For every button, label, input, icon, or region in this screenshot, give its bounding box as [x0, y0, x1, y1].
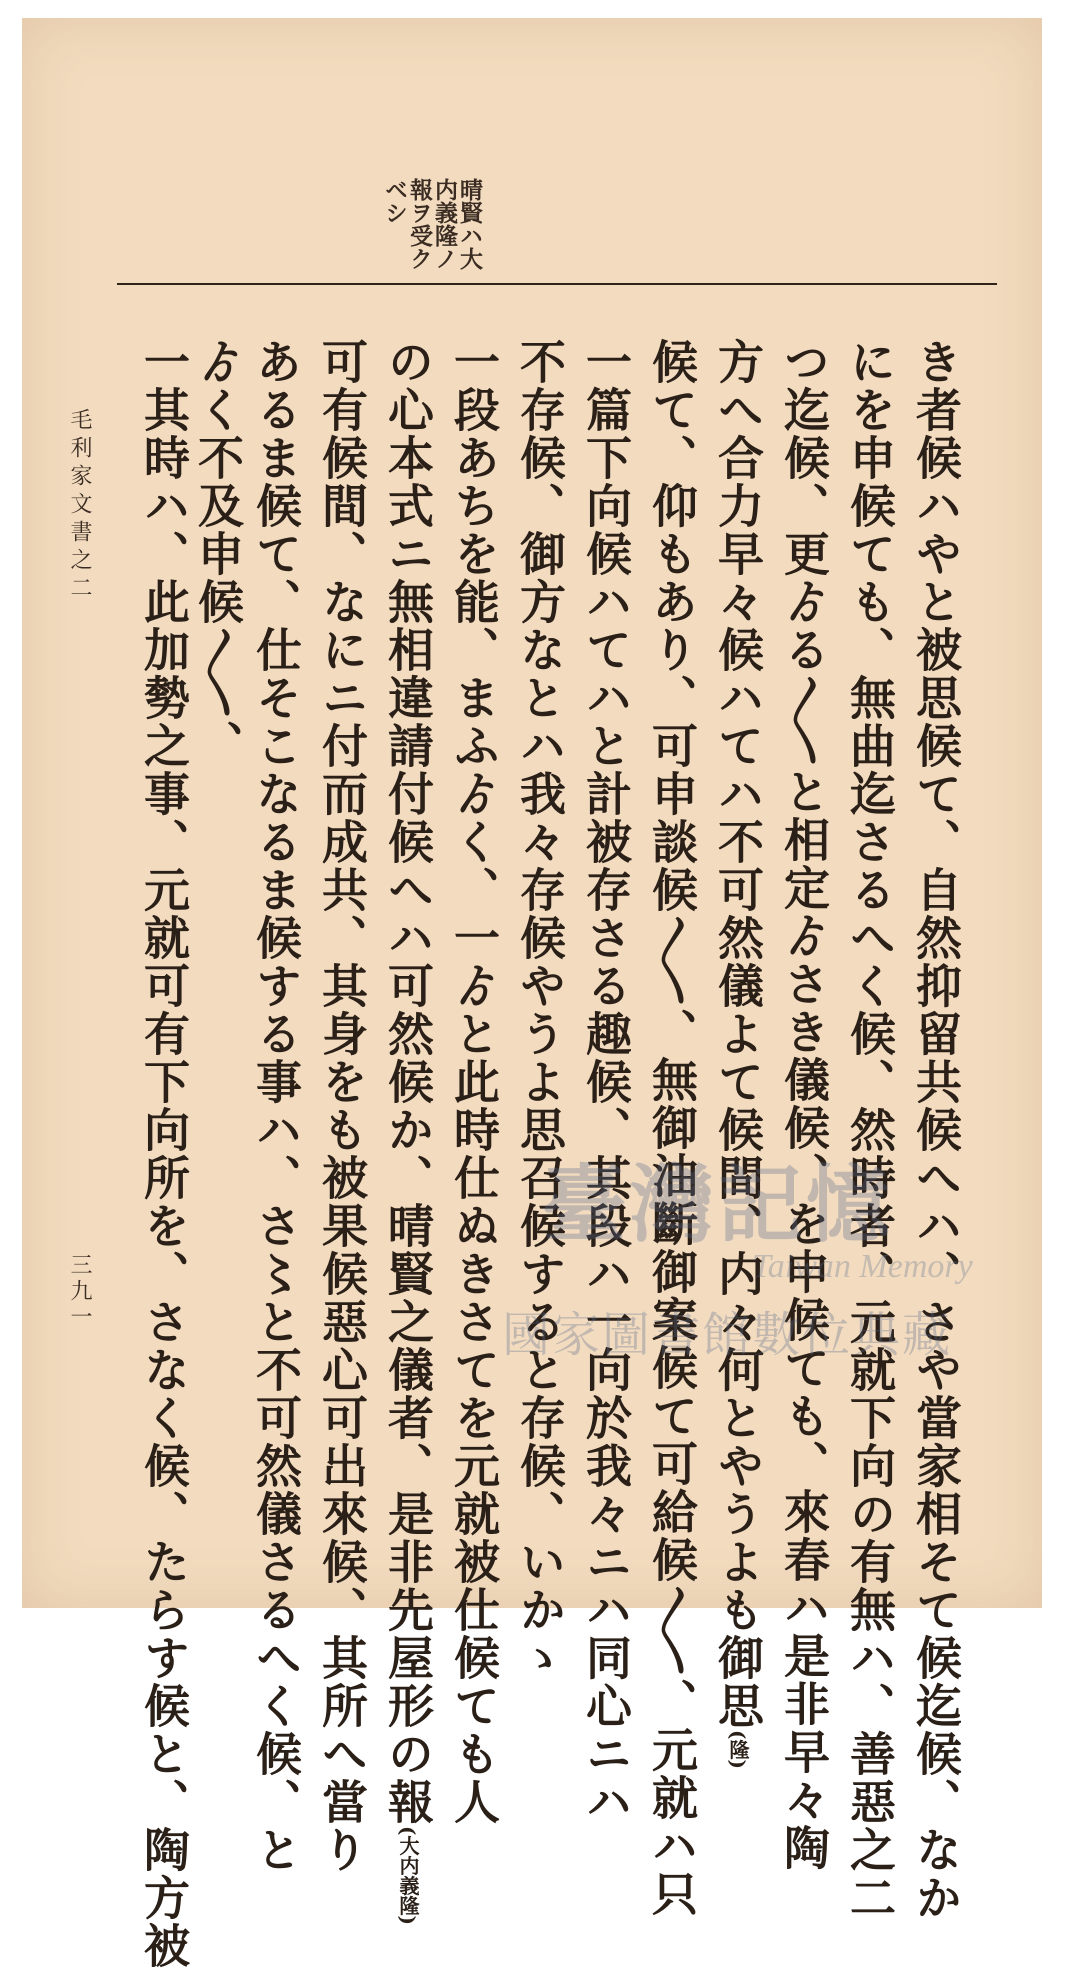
text-column-continuation: ゟく不及申候〳〵、 — [191, 338, 245, 768]
page-number: 三九一 — [67, 1253, 92, 1331]
text-column-main: 方へ合力早々候ハてハ不可然儀よて候間、内々何とやうよも御思 — [711, 338, 765, 1730]
text-column: き者候ハやと被思候て、自然抑留共候へハ、さや當家相そて候迄候、なか — [909, 338, 963, 1922]
text-column — [382, 338, 434, 1925]
margin-annotation — [382, 178, 482, 270]
watermark-subtitle: 國家圖書館數位典藏 — [502, 1307, 953, 1363]
text-column: 一篇下向候ハてハと計被存さる趣候、其段ハ一向於我々ニハ同心ニハ — [579, 338, 633, 1826]
text-column: 可有候間、なにニ付而成共、其身をも被果候惡心可出來候、其所へ當り — [315, 338, 369, 1874]
watermark-english: Taiwan Memory — [752, 1248, 973, 1285]
margin-annotation-line: 内義隆ノ — [431, 178, 458, 270]
inline-annotation: (大内義隆) — [396, 1826, 420, 1925]
text-column-main: 一段あちを能、まふゟく、一ゟと此時仕ぬきさてを元就被仕候ても人 — [447, 338, 501, 1826]
text-column: 不存候、御方なとハ我々存候やうよ思召候すると存候、いかゝ — [513, 338, 567, 1682]
text-column — [712, 338, 764, 1769]
text-column: つ迄候、更ゟる〳〵と相定ゟさき儀候、を申候ても、來春ハ是非早々陶 — [777, 338, 831, 1872]
document-page — [22, 18, 1042, 1970]
margin-annotation-line: 報ヲ受ク — [406, 178, 433, 270]
text-column-main: あるま候て、仕そこなるま候する事ハ、さ〻と不可然儀さるへく候、と — [249, 338, 303, 1874]
book-title: 毛利家文書之二 — [67, 408, 92, 604]
text-column: 一其時ハ、此加勢之事、元就可有下向所を、さなく候、たらす候と、陶方被 — [137, 338, 191, 1970]
text-column: 候て、仰もあり、可申談候〳〵、無御油斷御案候て可給候〳〵、元就ハ只 — [645, 338, 699, 1918]
margin-annotation-line: ベシ — [381, 178, 408, 224]
header-divider — [117, 283, 997, 285]
text-column: にを申候ても、無曲迄さるへく候、然時者、元就下向の有無ハ、善惡之二 — [843, 338, 897, 1922]
inline-annotation: (隆) — [726, 1730, 750, 1769]
text-column-main: の心本式ニ無相違請付候へハ可然候か、晴賢之儀者、是非先屋形の報 — [381, 338, 435, 1826]
watermark-title: 臺灣記憶 — [542, 1155, 895, 1254]
margin-annotation-line: 晴賢ハ大 — [456, 178, 483, 270]
text-column — [250, 338, 302, 1874]
text-column — [448, 338, 500, 1826]
